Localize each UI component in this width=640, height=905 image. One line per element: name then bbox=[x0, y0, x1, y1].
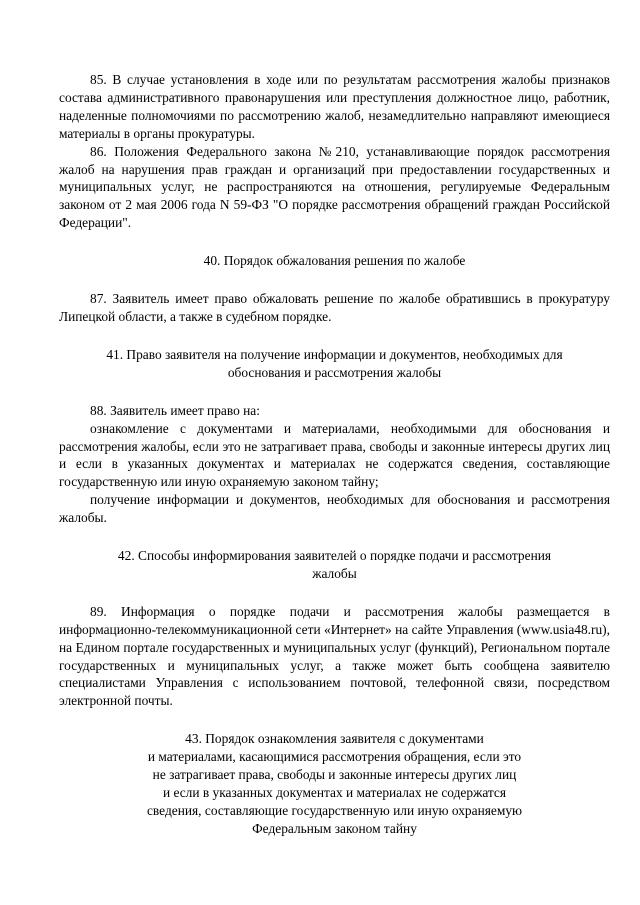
paragraph-88-intro: 88. Заявитель имеет право на: bbox=[90, 402, 260, 418]
heading-43 bbox=[59, 730, 610, 837]
heading-42-line-1: 42. Способы информирования заявителей о порядке подачи и рассмотрения bbox=[117, 548, 552, 564]
paragraph-86: 86. Положения Федерального закона №210, устанавливающие порядок рассмотрения жалоб на нарушения прав граждан и организаций при предоставлении государственных и муниципальных услуг, не распространяются на отношения, регулируемые Федеральным законом от 2 мая 2006 года N 59-ФЗ "О порядке рассмотрения обращений граждан Российской Федерации". bbox=[59, 143, 610, 231]
document-body bbox=[59, 71, 610, 838]
heading-42 bbox=[59, 547, 610, 583]
paragraph-88-item-2: получение информации и документов, необходимых для обоснования и рассмотрения жалобы. bbox=[59, 492, 610, 526]
heading-41-line-2: обоснования и рассмотрения жалобы bbox=[227, 364, 442, 380]
paragraph-85: 85. В случае установления в ходе или по результатам рассмотрения жалобы признаков состава административного правонарушения или преступления должностное лицо, работник, наделенные полномочиями по рассмотрению жалоб, незамедлительно направляют имеющиеся материалы в органы прокуратуры. bbox=[59, 72, 610, 141]
heading-41 bbox=[59, 346, 610, 382]
paragraph-88-item-1: ознакомление с документами и материалами, необходимыми для обоснования и рассмотрения жалобы, если это не затрагивает права, свободы и законные интересы других лиц и если в указанных документах и материалах не содержатся сведения, составляющие государственную или иную охраняемую законом тайну; bbox=[59, 420, 610, 490]
heading-40: 40. Порядок обжалования решения по жалобе bbox=[203, 253, 466, 269]
heading-43-line-6: Федеральным законом тайну bbox=[252, 820, 417, 836]
paragraph-89: 89. Информация о порядке подачи и рассмотрения жалобы размещается в информационно-телекоммуникационной сети «Интернет» на сайте Управления (www.usia48.ru), на Едином портале государственных и муниципальных услуг (функций), Региональном портале государственных и муниципальных услуг, а также может быть сообщена заявителю специалистами Управления с использованием почтовой, телефонной связи, посредством электронной почты. bbox=[59, 603, 610, 709]
heading-42-line-2: жалобы bbox=[312, 565, 357, 581]
paragraph-87: 87. Заявитель имеет право обжаловать решение по жалобе обратившись в прокуратуру Липецкой области, а также в судебном порядке. bbox=[59, 291, 610, 324]
heading-43-line-2: и материалами, касающимися рассмотрения обращения, если это bbox=[147, 749, 522, 765]
heading-41-line-1: 41. Право заявителя на получение информации и документов, необходимых для bbox=[106, 346, 563, 362]
heading-43-line-5: сведения, составляющие государственную или иную охраняемую bbox=[146, 802, 523, 818]
heading-43-line-3: не затрагивает права, свободы и законные интересы других лиц bbox=[152, 767, 517, 783]
heading-43-line-1: 43. Порядок ознакомления заявителя с документами bbox=[185, 731, 484, 747]
heading-43-line-4: и если в указанных документах и материалах не содержатся bbox=[162, 785, 507, 800]
